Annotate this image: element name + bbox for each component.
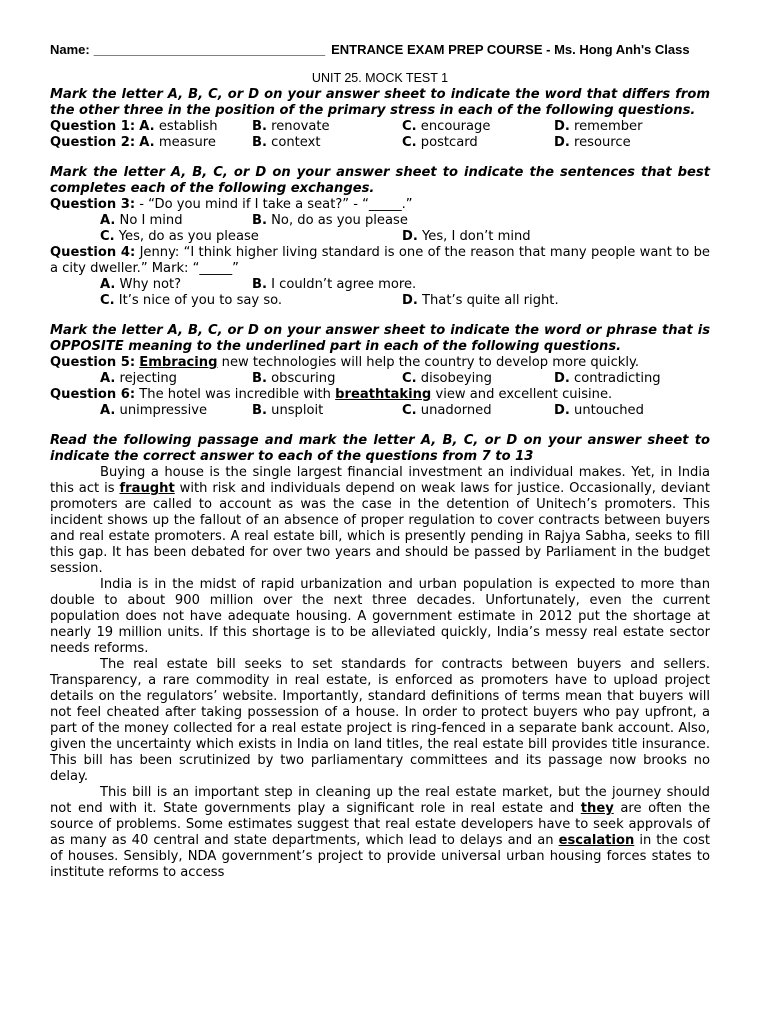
q3-option-b: No, do as you please [271,213,408,228]
q1-option-b: renovate [271,119,330,134]
q4-option-d-letter: D. [402,293,418,308]
q2-option-d-letter: D. [554,135,570,150]
course-title: ENTRANCE EXAM PREP COURSE - Ms. Hong Anh's Class [331,42,690,57]
q1-option-a-letter: A. [139,119,155,134]
question-1-label: Question 1: [50,119,136,134]
question-5-underlined-word: Embracing [139,355,218,370]
passage-underlined-escalation: escalation [558,833,635,848]
q4-option-a: Why not? [119,277,182,292]
passage-p1-text-b: with risk and individuals depend on weak laws for justice. Occasionally, deviant promoters are called to account as was the case in the detention of Unitech’s promoters. This incident shows up the fallout of an absence of proper regulation to cover contracts between buyers and real estate promoters. A real estate bill, which is presently pending in Rajya Sabha, seeks to fill this gap. It has been debated for over two years and should be passed by Parliament in the budget session. [50,481,710,576]
passage-underlined-they: they [580,801,614,816]
name-blank: ________________________________ [93,42,326,57]
q2-option-c-letter: C. [402,135,417,150]
q1-option-c-letter: C. [402,119,417,134]
page-header [50,42,710,58]
question-3-options-row2 [50,229,710,245]
unit-title: UNIT 25. MOCK TEST 1 [311,71,449,85]
question-6-options [50,403,710,419]
question-3-stem: - “Do you mind if I take a seat?” - “_____.” [135,197,413,212]
q6-option-d-letter: D. [554,403,570,418]
passage-underlined-fraught: fraught [119,481,175,496]
q5-option-a-letter: A. [100,371,116,386]
q5-option-c-letter: C. [402,371,417,386]
question-2 [50,135,710,151]
q1-option-d-letter: D. [554,119,570,134]
question-6-stem-after: view and excellent cuisine. [431,387,613,402]
q4-option-c-letter: C. [100,293,115,308]
section3-instruction-opposite: OPPOSITE [50,339,124,354]
q5-option-b-letter: B. [252,371,267,386]
question-1 [50,119,710,135]
q6-option-b-letter: B. [252,403,267,418]
passage-p4-text-a: This bill is an important step in cleaning up the real estate market, but the journey should not end with it. State governments play a significant role in real estate and [50,785,710,816]
q6-option-c-letter: C. [402,403,417,418]
q2-option-a: measure [158,135,216,150]
q5-option-d-letter: D. [554,371,570,386]
question-5-stem: new technologies will help the country to develop more quickly. [217,355,640,370]
q1-option-a: establish [158,119,218,134]
q2-option-a-letter: A. [139,135,155,150]
q4-option-c: It’s nice of you to say so. [118,293,283,308]
question-3-options-row1 [50,213,710,229]
question-5-label: Question 5: [50,355,136,370]
question-3-label: Question 3: [50,197,136,212]
question-5 [50,355,710,371]
section2-instruction: Mark the letter A, B, C, or D on your answer sheet to indicate the sentences that best completes each of the following exchanges. [50,165,710,196]
q4-option-b-letter: B. [252,277,267,292]
q2-option-b-letter: B. [252,135,267,150]
question-6-label: Question 6: [50,387,136,402]
section3-instruction-part1: Mark the letter A, B, C, or D on your answer sheet to indicate the word or phrase that is [50,323,710,338]
question-2-label: Question 2: [50,135,136,150]
q3-option-d: Yes, I don’t mind [422,229,531,244]
passage-p4-text-c: in the cost of houses. Sensibly, NDA government’s project to provide universal urban housing forces states to institute reforms to access [50,833,710,880]
q3-option-a: No I mind [119,213,183,228]
reading-passage [50,465,710,881]
passage-paragraph-2: India is in the midst of rapid urbanization and urban population is expected to more than double to about 900 million over the next three decades. Unfortunately, even the current population does not have adequate housing. A government estimate in 2012 put the shortage at nearly 19 million units. If this shortage is to be alleviated quickly, India’s messy real estate sector needs reforms. [50,577,710,656]
question-5-options [50,371,710,387]
name-label: Name: [50,42,90,57]
q3-option-a-letter: A. [100,213,116,228]
q3-option-d-letter: D. [402,229,418,244]
q4-option-a-letter: A. [100,277,116,292]
q2-option-d: resource [574,135,631,150]
question-4-options-row1 [50,277,710,293]
question-6 [50,387,710,403]
q5-option-c: disobeying [420,371,492,386]
passage-paragraph-1 [50,465,710,577]
passage-p1-text-a: Buying a house is the single largest financial investment an individual makes. Yet, in India this act is [50,465,710,496]
q6-option-b: unsploit [271,403,324,418]
exam-page [50,42,710,881]
q3-option-c-letter: C. [100,229,115,244]
q5-option-a: rejecting [119,371,177,386]
q3-option-c: Yes, do as you please [118,229,259,244]
q6-option-a-letter: A. [100,403,116,418]
q2-option-b: context [271,135,321,150]
q5-option-b: obscuring [271,371,336,386]
question-4-stem: Jenny: “I think higher living standard is one of the reason that many people want to be a city dweller.” Mark: “_____” [50,245,710,276]
q3-option-b-letter: B. [252,213,267,228]
section3-instruction-part2: meaning to the underlined part in each of the following questions. [123,339,622,354]
passage-p4-text-b: are often the source of problems. Some estimates suggest that real estate developers have to seek approvals of as many as 40 central and state departments, which lead to delays and an [50,801,710,848]
q4-option-d: That’s quite all right. [422,293,559,308]
q5-option-d: contradicting [574,371,661,386]
q2-option-c: postcard [420,135,478,150]
question-3 [50,197,710,213]
passage-paragraph-4 [50,785,710,881]
q1-option-c: encourage [420,119,491,134]
q1-option-b-letter: B. [252,119,267,134]
passage-paragraph-3: The real estate bill seeks to set standards for contracts between buyers and sellers. Transparency, a rare commodity in real estate, is enforced as promoters have to upload project details on the regulators’ website. Importantly, standard definitions of terms mean that buyers will not feel cheated after taking possession of a house. In order to protect buyers who pay upfront, a part of the money collected for a real estate project is ring-fenced in a separate bank account. Also, given the uncertainty which exists in India on land titles, the real estate bill provides title insurance. This bill has been scrutinized by two parliamentary committees and its passage now brooks no delay. [50,657,710,784]
question-4-label: Question 4: [50,245,136,260]
q6-option-c: unadorned [420,403,492,418]
question-4-options-row2 [50,293,710,309]
question-6-stem-before: The hotel was incredible with [135,387,336,402]
section3-instruction [50,323,710,355]
question-4 [50,245,710,277]
question-6-underlined-word: breathtaking [335,387,432,402]
q4-option-b: I couldn’t agree more. [271,277,417,292]
q6-option-d: untouched [574,403,644,418]
q6-option-a: unimpressive [119,403,208,418]
section1-instruction: Mark the letter A, B, C, or D on your answer sheet to indicate the word that differs from the other three in the position of the primary stress in each of the following questions. [50,87,710,118]
q1-option-d: remember [574,119,643,134]
section4-instruction: Read the following passage and mark the letter A, B, C, or D on your answer sheet to indicate the correct answer to each of the questions from 7 to 13 [50,433,710,464]
